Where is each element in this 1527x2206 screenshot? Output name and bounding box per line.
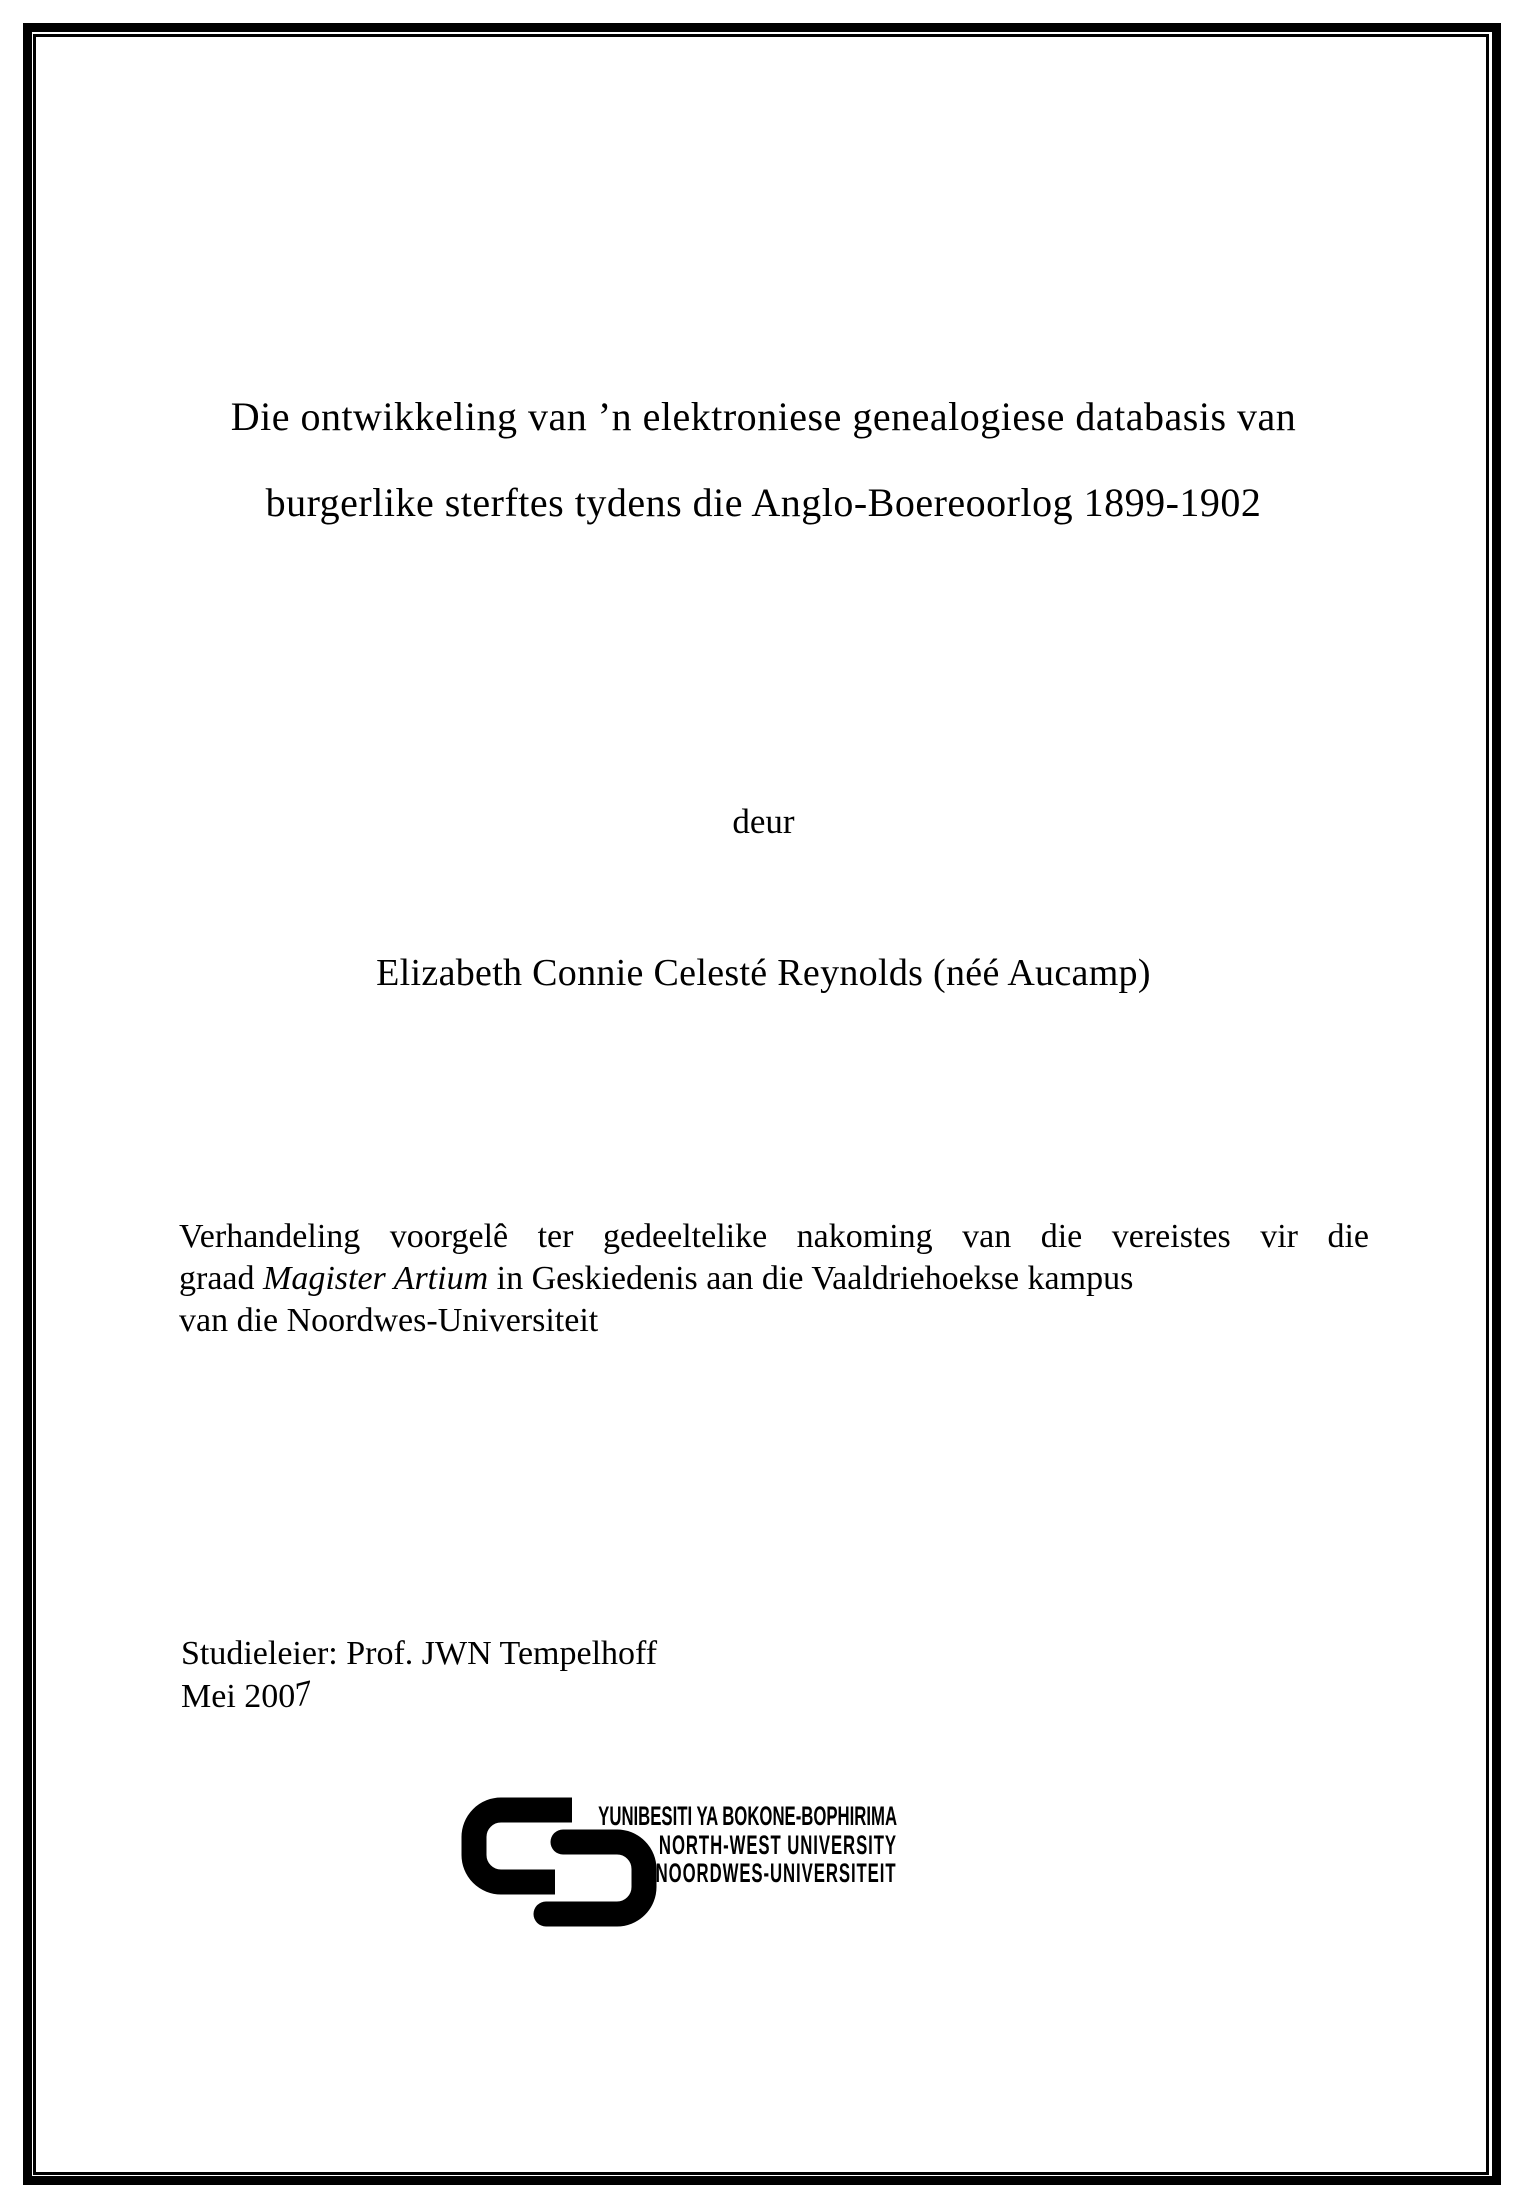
degree-statement-line-2-post: in Geskiedenis aan die Vaaldriehoekse kampus (488, 1260, 1134, 1297)
degree-statement-line-3: van die Noordwes-Universiteit (179, 1302, 599, 1339)
university-name-english: NORTH-WEST UNIVERSITY (658, 1829, 897, 1860)
thesis-title-line-2: burgerlike sterftes tydens die Anglo-Boereoorlog 1899-1902 (265, 480, 1262, 525)
degree-statement-line-2-pre: graad (179, 1260, 264, 1297)
byline-deur: deur (732, 802, 795, 841)
degree-statement (179, 1216, 1369, 1342)
supervisor-block (181, 1632, 657, 1718)
university-wordmark (415, 1802, 897, 1888)
date-last-digit: 7 (294, 1673, 313, 1716)
degree-statement-line-2 (179, 1258, 1369, 1300)
thesis-title-line-1: Die ontwikkeling van ’n elektroniese genealogiese databasis van (230, 394, 1297, 439)
author-name: Elizabeth Connie Celesté Reynolds (néé Aucamp) (376, 952, 1151, 994)
degree-name-italic: Magister Artium (263, 1260, 489, 1297)
date-line (181, 1675, 657, 1718)
thesis-title (60, 374, 1467, 546)
degree-statement-line-1: Verhandeling voorgelê ter gedeeltelike nakoming van die vereistes vir die (179, 1218, 1369, 1255)
supervisor-line: Studieleier: Prof. JWN Tempelhoff (181, 1635, 658, 1672)
university-name-afrikaans: NOORDWES-UNIVERSITEIT (656, 1858, 897, 1888)
date-prefix: Mei 200 (181, 1678, 296, 1715)
university-name-setswana: YUNIBESITI YA BOKONE-BOPHIRIMA (598, 1801, 897, 1831)
